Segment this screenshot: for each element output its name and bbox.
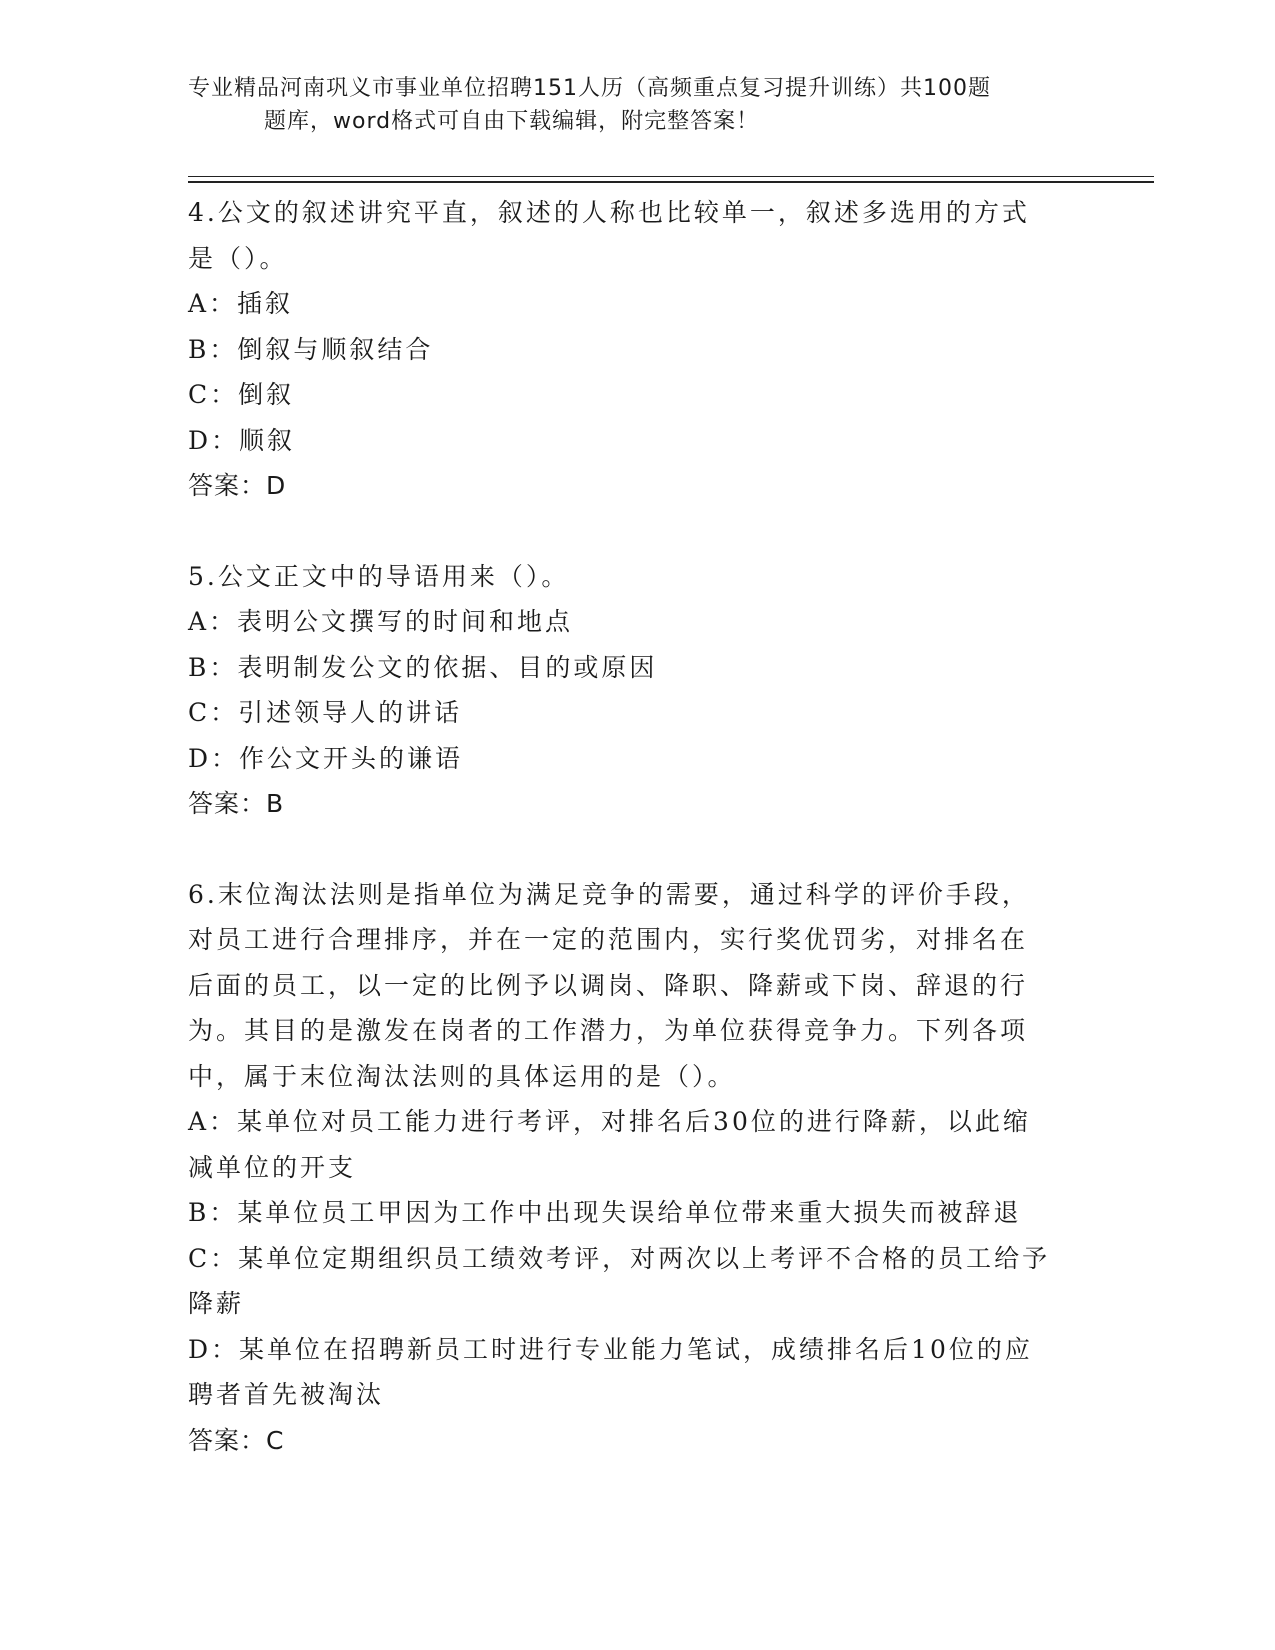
question-spacer — [188, 827, 1088, 872]
question-spacer — [188, 509, 1088, 554]
question-text-line: 4.公文的叙述讲究平直，叙述的人称也比较单一，叙述多选用的方式 — [188, 198, 1030, 227]
option-c-continuation: 降薪 — [188, 1289, 245, 1318]
answer-line: 答案：C — [188, 1425, 285, 1455]
option-b: B：某单位员工甲因为工作中出现失误给单位带来重大损失而被辞退 — [188, 1198, 1022, 1227]
option-b: B：倒叙与顺叙结合 — [188, 334, 434, 364]
header-title-line-2: 题库，word格式可自由下载编辑，附完整答案！ — [264, 109, 760, 134]
header-title-line-1: 专业精品河南巩义市事业单位招聘151人历（高频重点复习提升训练）共100题 — [188, 76, 991, 101]
question-text-line: 是（）。 — [188, 243, 288, 273]
option-a: A：插叙 — [188, 289, 294, 318]
option-a: A：表明公文撰写的时间和地点 — [188, 607, 574, 636]
header-divider-thin — [188, 176, 1154, 177]
option-a: A：某单位对员工能力进行考评，对排名后30位的进行降薪，以此缩 — [188, 1107, 1031, 1136]
question-text-line: 对员工进行合理排序，并在一定的范围内，实行奖优罚劣，对排名在 — [188, 925, 1029, 954]
document-header — [188, 72, 1088, 138]
question-text-line: 6.末位淘汰法则是指单位为满足竞争的需要，通过科学的评价手段， — [188, 879, 1030, 909]
option-c: C：倒叙 — [188, 380, 295, 409]
question-block — [188, 872, 1088, 1464]
option-a-continuation: 减单位的开支 — [188, 1152, 357, 1182]
answer-line: 答案：D — [188, 471, 287, 500]
question-text-line: 5.公文正文中的导语用来（）。 — [188, 561, 570, 591]
answer-line: 答案：B — [188, 789, 285, 818]
question-block — [188, 554, 1088, 827]
question-text-line: 后面的员工，以一定的比例予以调岗、降职、降薪或下岗、辞退的行 — [188, 970, 1029, 1000]
option-c: C：引述领导人的讲话 — [188, 698, 463, 727]
option-c: C：某单位定期组织员工绩效考评，对两次以上考评不合格的员工给予 — [188, 1243, 1051, 1273]
option-d: D：作公文开头的谦语 — [188, 743, 464, 773]
question-block — [188, 190, 1088, 509]
header-divider-thick — [188, 181, 1154, 183]
question-list — [188, 190, 1088, 1463]
option-d: D：顺叙 — [188, 425, 296, 455]
question-text-line: 中，属于末位淘汰法则的具体运用的是（）。 — [188, 1061, 736, 1091]
option-b: B：表明制发公文的依据、目的或原因 — [188, 652, 658, 682]
option-d: D：某单位在招聘新员工时进行专业能力笔试，成绩排名后10位的应 — [188, 1334, 1033, 1364]
question-text-line: 为。其目的是激发在岗者的工作潜力，为单位获得竞争力。下列各项 — [188, 1016, 1029, 1045]
option-d-continuation: 聘者首先被淘汰 — [188, 1380, 385, 1409]
